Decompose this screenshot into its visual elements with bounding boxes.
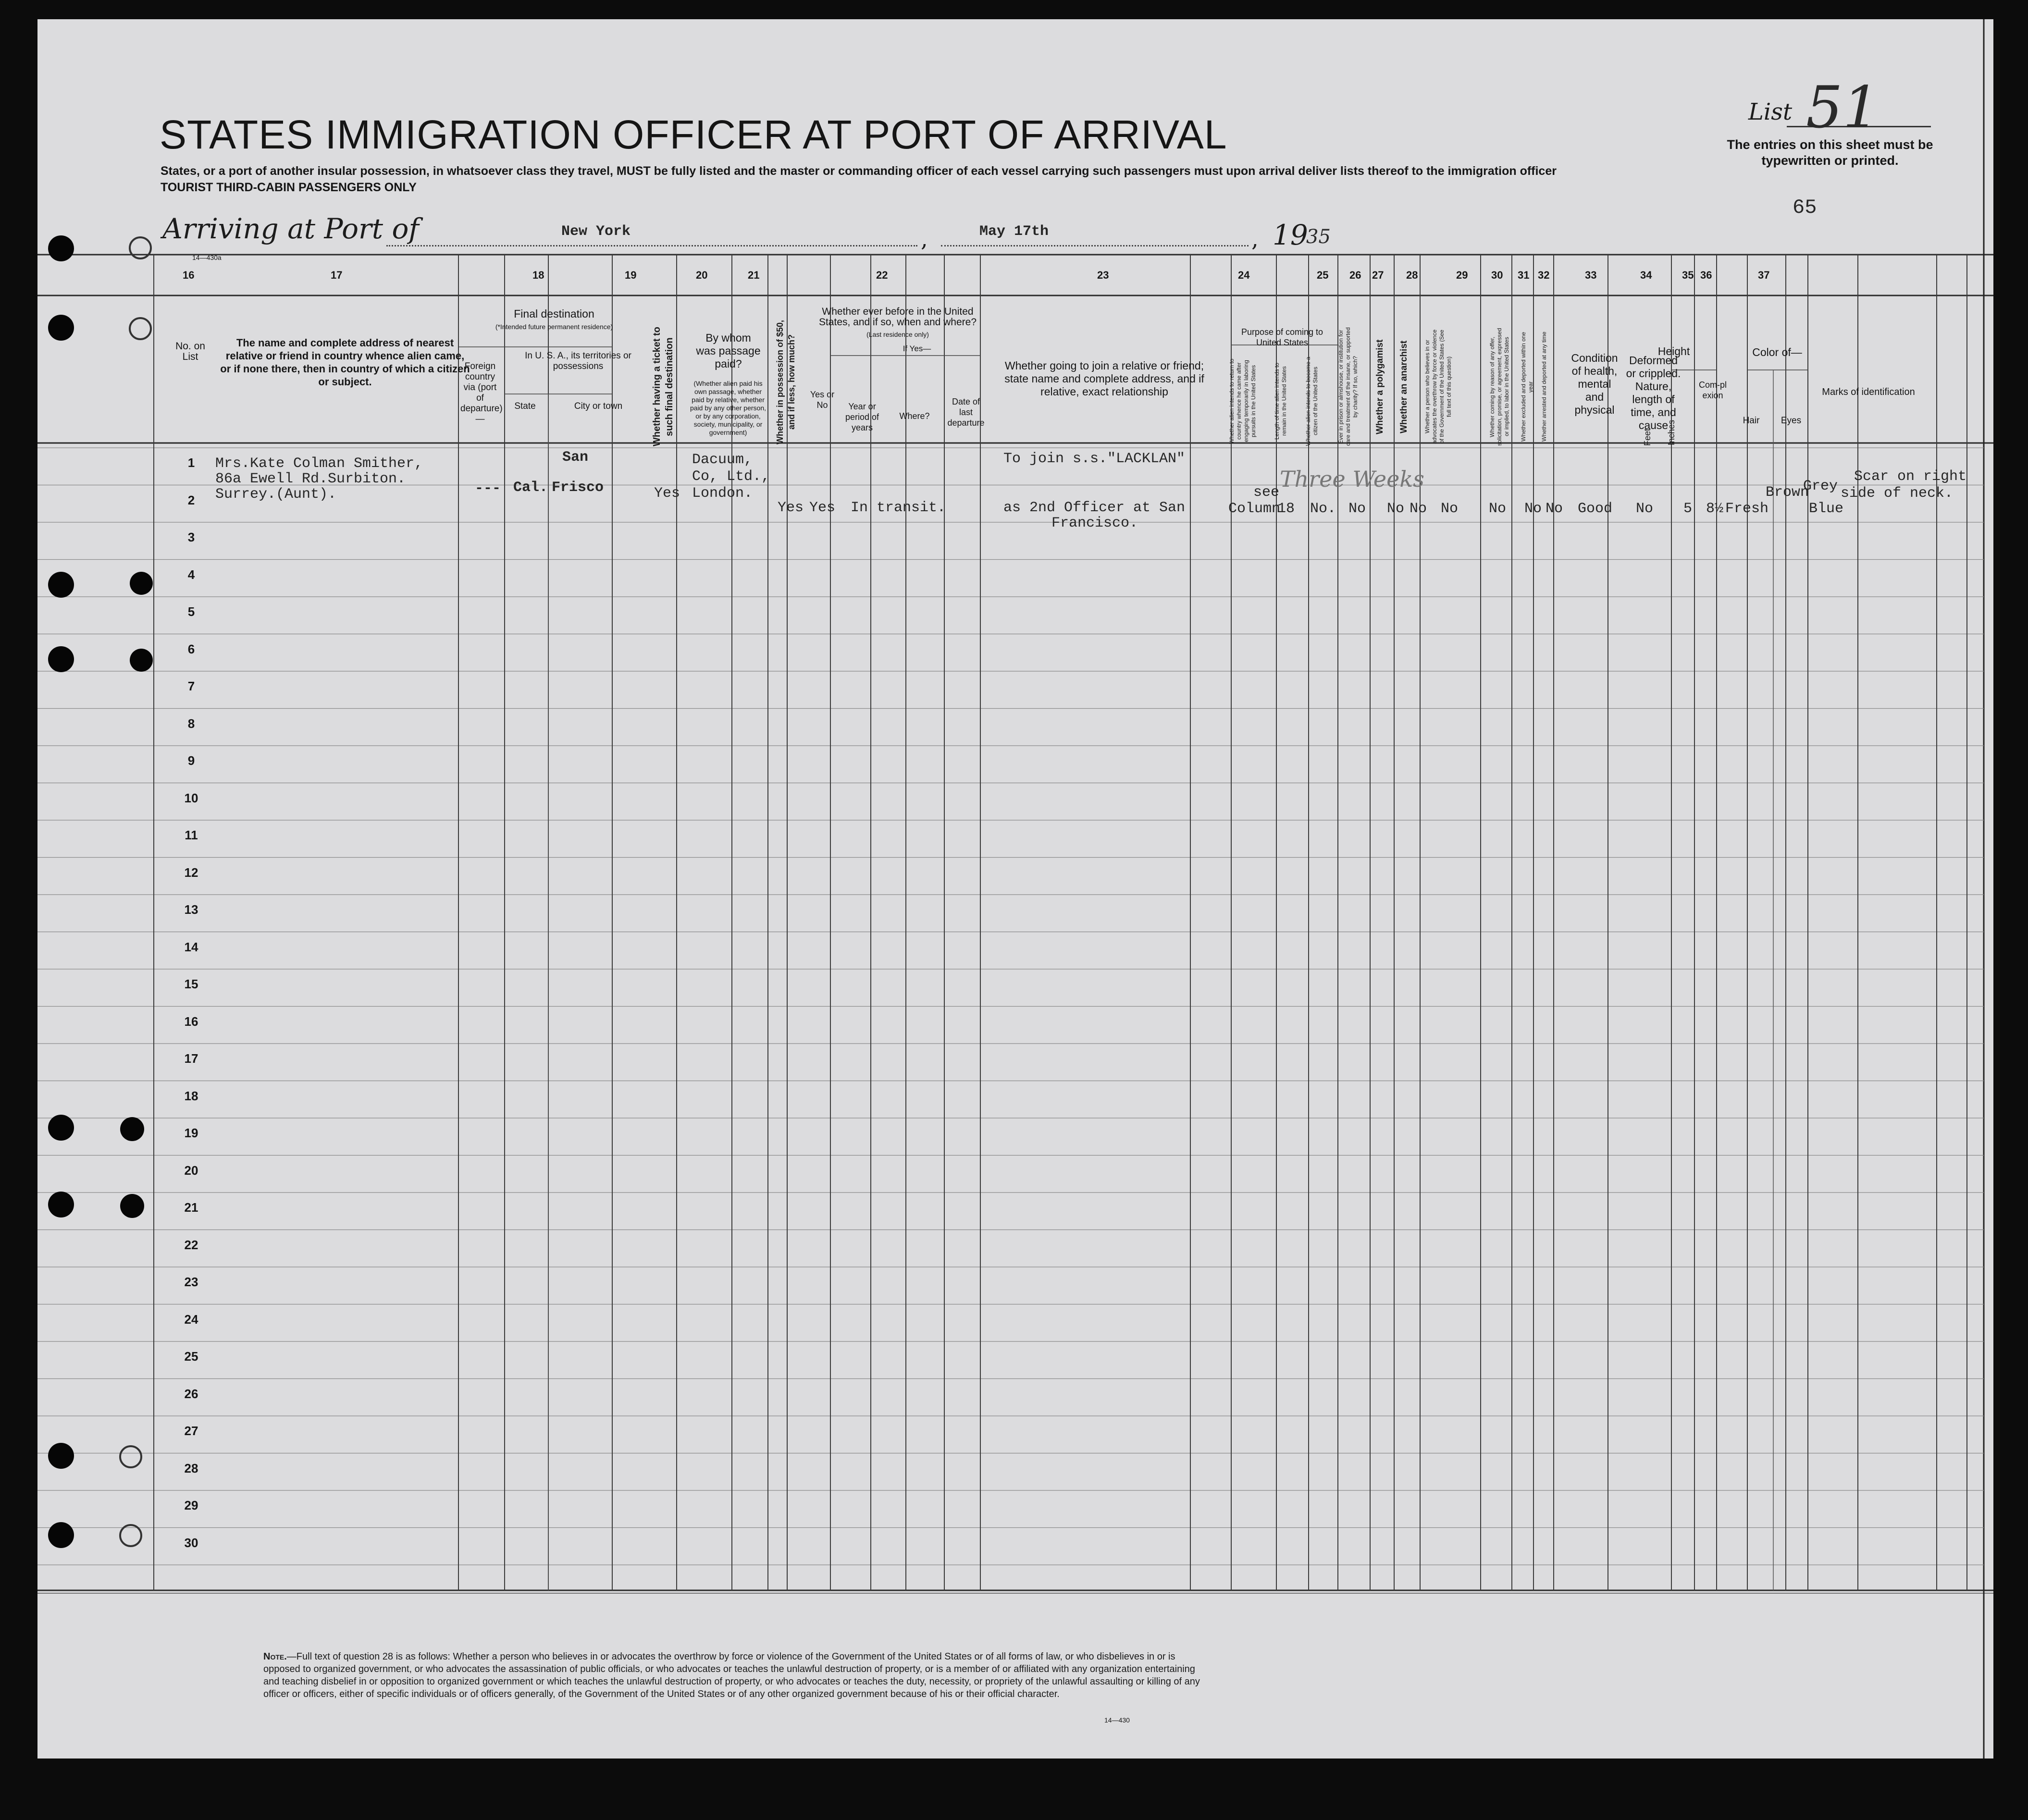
sheet-number: 65 [1793,196,1817,219]
column-number: 21 [748,269,760,281]
footer-form-code: 14—430 [1104,1716,1130,1724]
entry-join-line2: as 2nd Officer at San [1003,500,1186,516]
entry-q31: No [1546,501,1563,517]
header-ever-before: Whether ever before in the United States, and if so, when and where? [818,306,977,328]
year-prefix: 19 [1273,219,1308,251]
header-foreign-country: Foreign country via (port of departure)— [460,361,503,424]
list-label: List [1748,98,1793,125]
header-going-to-join: Whether going to join a relative or friend; state name and complete address, and if relative, exact relationship [1004,359,1204,398]
entry-marks-line1: Scar on right [1854,468,1967,485]
year-suffix: 35 [1306,226,1331,248]
binding-hole [130,649,153,672]
binding-hole [129,236,152,259]
header-possession-50: Whether in possession of $50, and if less, how much? [775,320,796,444]
entry-possession: Yes [778,500,804,516]
header-purpose-b: Length of time alien intends to remain in the United States [1274,362,1287,440]
header-city-or-town: City or town [574,401,623,411]
column-number: 23 [1097,269,1109,281]
entry-city-line2: Frisco [552,480,604,496]
entry-purpose-a-line2: Column [1228,501,1281,517]
row-number: 21 [184,1200,198,1215]
entry-join-line1: To join s.s."LACKLAN" [1003,451,1186,467]
entry-relative-line1: Mrs.Kate Colman Smither, [215,455,423,472]
row-number: 1 [187,455,195,470]
footer-note-text: —Full text of question 28 is as follows: Whether a person who believes in or advocates the overthrow by force or violence of the Government of the United States or of all forms of law, or who disbelieves in or is opposed to organized government, or who advocates the assassination of public officials, or who advocates or teaches the unlawful destruction of property, or is a member of or affiliated with any organization entertaining and teaching disbelief in or opposition to organized government or which teaches the unlawful destruction of property, or who advocates or teaches the duty, necessity, or propriety of the unlawful assaulting or killing of any officer or officers, either of specific individuals or of officers generally, of the Government of the United States or of any other organized government because of his or their official character. [263,1651,1200,1699]
entry-complexion: Fresh [1725,501,1769,517]
header-complexion: Com-plexion [1698,380,1727,400]
header-state: State [514,401,536,411]
column-number: 26 [1349,269,1361,281]
header-condition: Condition of health, mental and physical [1571,352,1618,416]
header-final-destination: Final destination [514,307,594,320]
date-underline [941,245,1249,246]
header-color-of: Color of— [1752,346,1802,358]
header-purpose: Purpose of coming to United States [1241,327,1323,347]
column-number: 25 [1317,269,1329,281]
header-in-usa: In U. S. A., its territories or possessions [525,351,631,371]
row-number: 22 [184,1237,198,1252]
header-q28: Whether a person who believes in or advocates the overthrow by force or violence of the Government of the United States (See full text of this question) [1424,329,1452,444]
header-prison: Ever in prison or almshouse, or institution for care and treatment of the insane, or supported by charity? If so, which? [1337,327,1359,446]
entry-inches: 8½ [1706,501,1724,517]
list-number: 51 [1806,74,1880,141]
binding-hole [48,1115,74,1141]
header-anarchist: Whether an anarchist [1399,340,1409,433]
port-value: New York [561,223,631,240]
binding-hole [129,317,152,340]
entry-q30: No [1524,501,1542,517]
header-height: Height [1657,345,1690,357]
entry-eyes-line2: Blue [1809,501,1844,517]
header-q29: Whether coming by reason of any offer, solicitation, promise, or agreement, expressed or implied, to labor in the United States [1489,328,1510,446]
column-number: 20 [696,269,708,281]
row-number: 10 [184,790,198,805]
header-purpose-a: Whether alien intends to return to country whence he came after engaging temporarily in laboring pursuits in the United States [1228,358,1257,444]
binding-hole [130,572,153,595]
header-by-whom-paid-note: (Whether alien paid his own passage, whether paid by relative, whether paid by any other person, or by any corporation, society, municipality, or government) [690,380,766,436]
row-number: 27 [184,1424,198,1438]
page-subtitle: States, or a port of another insular possession, in whatsoever class they travel, MUST be fully listed and the master or commanding officer of each vessel carrying such passengers must upon arrival deliver lists thereof to the immigration officer [161,164,1557,178]
column-number: 16 [183,269,195,281]
entry-health: Good [1578,501,1613,517]
row-number: 28 [184,1461,198,1476]
date-value: May 17th [979,223,1049,240]
comma: , [1251,226,1259,252]
header-year-or-period: Year or period of years [845,402,879,432]
header-inches: Inches [1667,419,1676,445]
typewritten-instruction: The entries on this sheet must be typewritten or printed. [1727,137,1933,168]
comma: , [921,226,928,252]
header-deformed: Deformed or crippled. Nature, length of time, and cause [1626,354,1681,431]
binding-hole [48,235,74,261]
row-number: 3 [187,530,195,544]
arriving-label: Arriving at Port of [162,212,419,245]
row-number: 30 [184,1535,198,1550]
row-number: 12 [184,865,198,880]
row-number: 23 [184,1275,198,1289]
header-ticket: Whether having a ticket to such final destination [652,327,675,447]
entry-purpose-b: 18 [1277,501,1295,517]
class-line: TOURIST THIRD-CABIN PASSENGERS ONLY [161,181,417,194]
row-number: 24 [184,1312,198,1327]
column-number: 31 [1518,269,1530,281]
entry-eyes-line1: Grey [1803,478,1838,494]
form-code: 14—430a [192,254,222,261]
port-underline [386,245,917,246]
entry-purpose-a-line1: see [1253,484,1280,501]
column-number: 29 [1456,269,1468,281]
header-q30: Whether excluded and deported within one year [1520,332,1534,442]
row-number: 18 [184,1088,198,1103]
binding-hole [48,1192,74,1217]
header-marks: Marks of identification [1822,387,1915,397]
header-polygamist: Whether a polygamist [1375,339,1385,434]
row-number: 7 [187,679,195,693]
entry-state: Cal. [513,480,548,496]
row-number: 11 [185,828,198,842]
row-number: 15 [184,977,198,991]
header-no-on-list: No. on List [175,341,205,362]
entry-city-line1: San [562,449,589,466]
entry-foreign-country: --- [475,480,501,497]
row-number: 4 [187,567,195,582]
column-number: 28 [1406,269,1418,281]
entry-ticket: Yes [654,485,680,502]
row-number: 19 [184,1126,198,1140]
row-number: 2 [187,492,195,507]
row-number: 26 [184,1386,198,1401]
column-number: 30 [1491,269,1503,281]
header-if-yes: If Yes— [903,344,931,353]
row-number: 14 [184,939,198,954]
row-number: 25 [184,1349,198,1364]
column-number: 32 [1538,269,1550,281]
entry-prison: No [1348,501,1366,517]
row-number: 16 [184,1014,198,1029]
binding-hole [119,1524,142,1547]
binding-hole [48,646,74,672]
binding-hole [120,1194,144,1218]
header-eyes: Eyes [1781,416,1802,426]
row-number: 9 [187,753,195,768]
footer-note-label: Note. [263,1651,287,1662]
entry-relative-line3: Surrey.(Aunt). [215,486,337,503]
header-date-last-departure: Date of last departure [947,397,985,428]
column-number: 37 [1758,269,1770,281]
column-number: 18 [532,269,544,281]
header-name-address: The name and complete address of nearest relative or friend in country whence alien came, or if none there, then in country of which a citizen or subject. [220,337,470,388]
row-number: 29 [184,1498,198,1513]
header-yes-or-no: Yes or No [810,390,835,410]
manifest-sheet [37,19,1993,1759]
entry-relative-line2: 86a Ewell Rd.Surbiton. [215,471,406,487]
row-number: 13 [184,902,198,917]
header-q31: Whether arrested and deported at any time [1541,332,1547,442]
page-title: STATES IMMIGRATION OFFICER AT PORT OF ARRIVAL [160,112,1227,157]
column-number: 17 [331,269,343,281]
row-number: 8 [187,716,195,731]
binding-hole [48,572,74,598]
header-hair: Hair [1743,416,1760,426]
entry-paid-line2: Co, Ltd., [692,468,770,485]
column-number: 36 [1700,269,1712,281]
footer-note [263,1650,1205,1700]
entry-period: In transit. [851,500,946,516]
binding-hole [48,1443,74,1469]
column-number: 19 [625,269,637,281]
header-last-residence: (Last residence only) [866,331,929,338]
entry-ever-before: Yes [809,500,836,516]
row-number: 20 [184,1163,198,1178]
row-number: 5 [187,604,195,619]
column-number: 22 [876,269,888,281]
entry-q28: No [1441,501,1459,517]
binding-hole [48,315,74,341]
row-number: 6 [187,641,195,656]
entry-paid-line1: Dacuum, [692,452,753,468]
entry-marks-line2: side of neck. [1841,485,1954,502]
header-purpose-c: Whether alien intends to become a citizen of the United States [1305,357,1319,446]
entry-paid-line3: London. [692,485,753,502]
entry-polygamist: No [1387,501,1405,517]
binding-hole [119,1445,142,1468]
column-number: 35 [1682,269,1694,281]
row-number: 17 [184,1051,198,1066]
entry-q29: No [1489,501,1507,517]
binding-hole [120,1117,144,1141]
column-number: 27 [1372,269,1384,281]
entry-purpose-c: No. [1310,501,1336,517]
entry-purpose-b-handwritten: Three Weeks [1280,466,1424,492]
header-by-whom-paid: By whom was passage paid? [696,332,761,370]
column-number: 34 [1640,269,1652,281]
entry-anarchist: No [1410,501,1427,517]
entry-hair: Brown [1766,484,1809,501]
entry-join-line3: Francisco. [1051,515,1138,531]
column-number: 33 [1585,269,1597,281]
column-number: 24 [1238,269,1250,281]
header-final-destination-note: (*Intended future permanent residence) [495,323,613,331]
entry-deformed: No [1636,501,1654,517]
entry-feet: 5 [1683,501,1693,517]
binding-hole [48,1522,74,1548]
header-feet: Feet [1643,428,1652,446]
header-where: Where? [899,411,930,421]
